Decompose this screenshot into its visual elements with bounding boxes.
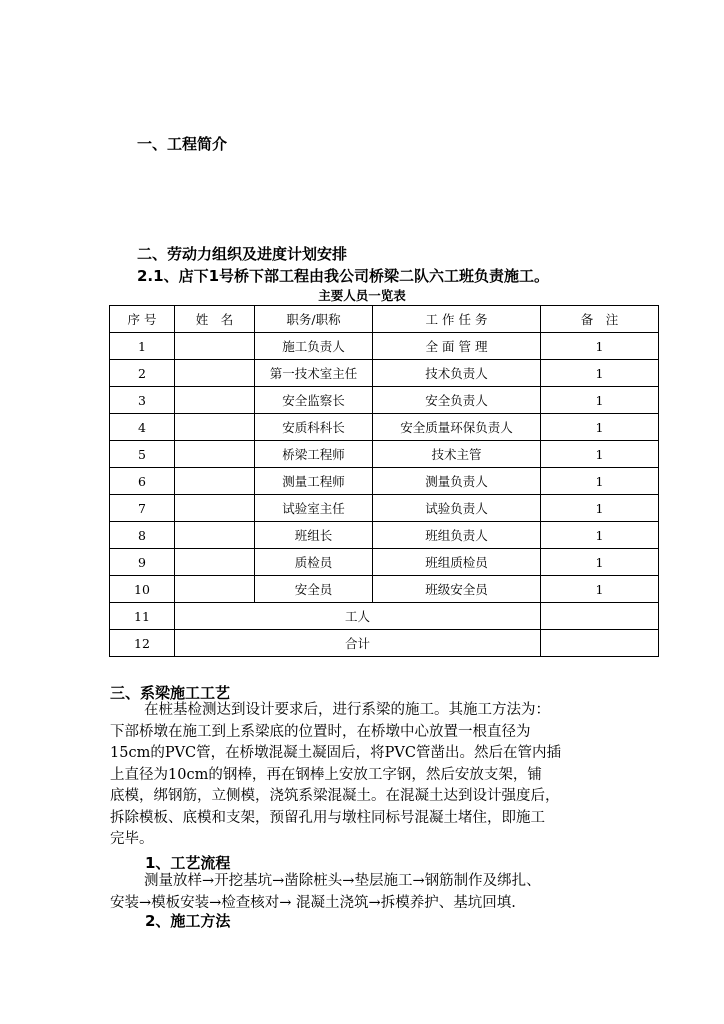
cell-no: 2 [110, 360, 175, 387]
cell-name [175, 576, 255, 603]
section-3-paragraph [110, 700, 630, 851]
cell-name [175, 495, 255, 522]
cell-no: 11 [110, 603, 175, 630]
cell-workers-label: 工人 [175, 603, 541, 630]
paragraph-line: 安装→模板安装→检查核对→ 混凝土浇筑→拆模养护、基坑回填. [110, 894, 516, 911]
cell-task: 安全质量环保负责人 [373, 414, 541, 441]
header-cell: 备 注 [541, 306, 659, 333]
paragraph-line: 完毕。 [110, 831, 154, 847]
paragraph-line: 下部桥墩在施工到上系梁底的位置时，在桥墩中心放置一根直径为 [110, 723, 531, 740]
table-row [110, 441, 659, 468]
cell-note: 1 [541, 333, 659, 360]
cell-task: 试验负责人 [373, 495, 541, 522]
table-row-workers [110, 603, 659, 630]
cell-no: 7 [110, 495, 175, 522]
cell-note: 1 [541, 549, 659, 576]
cell-name [175, 468, 255, 495]
cell-task: 测量负责人 [373, 468, 541, 495]
cell-name [175, 414, 255, 441]
cell-note: 1 [541, 576, 659, 603]
section-2-subtitle: 2.1、店下1号桥下部工程由我公司桥梁二队六工班负责施工。 [137, 267, 550, 285]
cell-title: 质检员 [255, 549, 373, 576]
cell-no: 6 [110, 468, 175, 495]
cell-no: 1 [110, 333, 175, 360]
cell-name [175, 522, 255, 549]
paragraph-line: 在桩基检测达到设计要求后，进行系梁的施工。其施工方法为： [144, 702, 550, 718]
section-3-title: 三、系梁施工工艺 [110, 684, 231, 702]
paragraph-line: 上直径为10cm的钢棒，再在钢棒上安放工字钢，然后安放支架，铺 [110, 766, 542, 783]
section-1-title: 一、工程简介 [137, 135, 228, 153]
table-row [110, 549, 659, 576]
cell-task: 班组质检员 [373, 549, 541, 576]
cell-note: 1 [541, 495, 659, 522]
table-row [110, 414, 659, 441]
cell-note [541, 603, 659, 630]
table-row [110, 522, 659, 549]
table-row [110, 387, 659, 414]
cell-note: 1 [541, 468, 659, 495]
cell-task: 技术负责人 [373, 360, 541, 387]
cell-name [175, 387, 255, 414]
cell-note: 1 [541, 414, 659, 441]
section-2-title: 二、劳动力组织及进度计划安排 [137, 245, 348, 263]
cell-name [175, 441, 255, 468]
header-cell: 职务/职称 [255, 306, 373, 333]
header-cell: 序 号 [110, 306, 175, 333]
cell-note: 1 [541, 522, 659, 549]
cell-task: 班级安全员 [373, 576, 541, 603]
table-header-row [110, 306, 659, 333]
cell-name [175, 333, 255, 360]
table-row [110, 333, 659, 360]
cell-no: 12 [110, 630, 175, 657]
cell-name [175, 360, 255, 387]
cell-title: 安质科科长 [255, 414, 373, 441]
process-title: 1、工艺流程 [145, 854, 231, 872]
table-row [110, 468, 659, 495]
cell-title: 测量工程师 [255, 468, 373, 495]
cell-task: 班组负责人 [373, 522, 541, 549]
cell-note: 1 [541, 360, 659, 387]
method-title: 2、施工方法 [145, 912, 231, 930]
paragraph-line: 测量放样→开挖基坑→凿除桩头→垫层施工→钢筋制作及绑扎、 [144, 873, 541, 889]
staff-table [109, 305, 659, 657]
paragraph-line: 15cm的PVC管，在桥墩混凝土凝固后，将PVC管凿出。然后在管内插 [110, 745, 561, 761]
cell-name [175, 549, 255, 576]
cell-no: 8 [110, 522, 175, 549]
cell-no: 4 [110, 414, 175, 441]
cell-title: 班组长 [255, 522, 373, 549]
cell-no: 10 [110, 576, 175, 603]
cell-title: 试验室主任 [255, 495, 373, 522]
cell-task: 技术主管 [373, 441, 541, 468]
cell-title: 第一技术室主任 [255, 360, 373, 387]
table-row [110, 576, 659, 603]
cell-note: 1 [541, 387, 659, 414]
table-row-total [110, 630, 659, 657]
table-row [110, 495, 659, 522]
header-cell: 姓 名 [175, 306, 255, 333]
table-row [110, 360, 659, 387]
cell-no: 5 [110, 441, 175, 468]
process-paragraph [110, 871, 630, 914]
cell-task: 全 面 管 理 [373, 333, 541, 360]
cell-no: 9 [110, 549, 175, 576]
cell-title: 桥梁工程师 [255, 441, 373, 468]
cell-no: 3 [110, 387, 175, 414]
cell-title: 安全监察长 [255, 387, 373, 414]
cell-total-label: 合计 [175, 630, 541, 657]
header-cell: 工 作 任 务 [373, 306, 541, 333]
cell-note [541, 630, 659, 657]
cell-title: 安全员 [255, 576, 373, 603]
cell-task: 安全负责人 [373, 387, 541, 414]
table-caption: 主要人员一览表 [318, 288, 406, 303]
paragraph-line: 拆除模板、底模和支架，预留孔用与墩柱同标号混凝土堵住，即施工 [110, 809, 545, 826]
cell-note: 1 [541, 441, 659, 468]
cell-title: 施工负责人 [255, 333, 373, 360]
paragraph-line: 底模，绑钢筋，立侧模，浇筑系梁混凝土。在混凝土达到设计强度后， [110, 788, 560, 804]
